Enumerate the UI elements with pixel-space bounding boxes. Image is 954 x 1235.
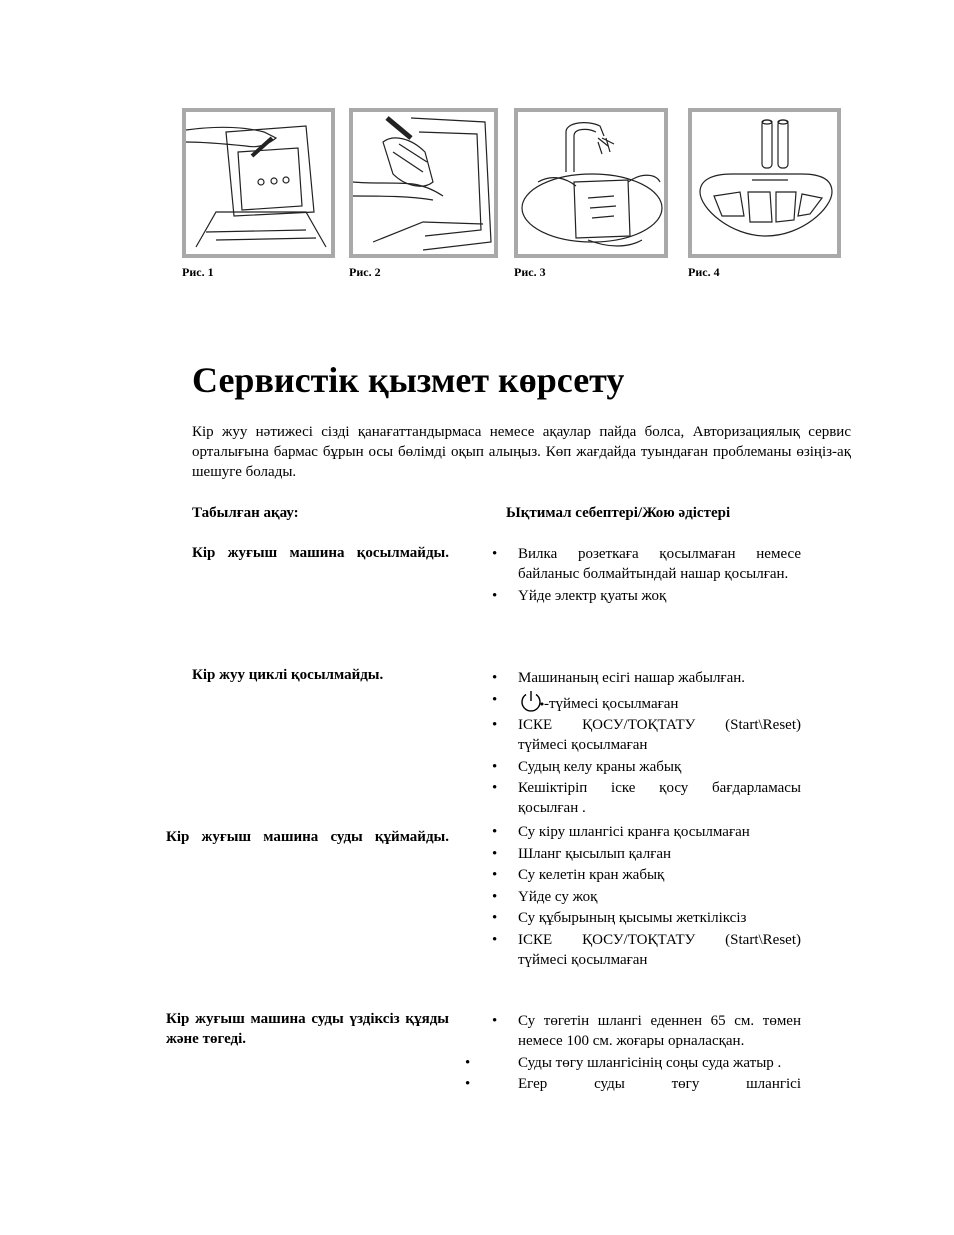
washing-drawer-under-tap-drawing [518,112,664,254]
page-title: Сервистік қызмет көрсету [192,360,625,400]
list-item: • Кешіктіріп іске қосу бағдарламасы қосылған . [492,780,801,816]
bullet-icon: • [492,780,498,796]
list-item: • Судың келу краны жабық [492,758,682,775]
list-item: • Су кіру шлангісі кранға қосылмаған [492,824,750,840]
intro-paragraph: Кір жуу нәтижесі сізді қанағаттандырмаса немесе ақаулар пайда болса, Авторизациялық сервис орталығына бармас бұрын осы бөлімді оқып алыңыз. Көп жағдайда туындаған проблеманы өзіңіз-ақ шешуге болады. [192,424,851,480]
list-item: • Вилка розеткаға қосылмаған немесе байланыс болмайтындай нашар қосылған. [492,546,801,582]
causes-list-4 [465,1011,801,1096]
bullet-icon: • [492,888,498,905]
list-item: • Суды төгу шлангісінің соңы суда жатыр . [465,1054,782,1071]
list-item: • Үйде электр қуаты жоқ [492,587,667,604]
causes-list-3 [477,822,801,971]
list-item: • Үйде су жоқ [492,888,598,905]
figure-4 [688,108,841,258]
bullet-icon: • [492,717,498,733]
power-icon [518,690,544,712]
list-item: • Машинаның есігі нашар жабылған. [492,670,746,686]
bullet-icon: • [492,1013,498,1029]
problem-4: Кір жуғыш машина суды үздіксіз құяды және төгеді. [166,1011,449,1047]
problem-3: Кір жуғыш машина суды құймайды. [166,829,449,845]
bullet-icon: • [492,691,498,708]
list-item: • Шланг қысылып қалған [492,845,672,862]
list-item: • Су құбырының қысымы жеткіліксіз [492,910,747,926]
bullet-icon: • [492,910,498,926]
bullet-icon: • [492,546,498,562]
bullet-icon: • [492,758,498,775]
problem-2: Кір жуу циклі қосылмайды. [192,667,384,683]
drawer-siphon-drawing [692,112,837,254]
problem-1: Кір жуғыш машина қосылмайды. [192,545,449,561]
figure-1 [182,108,335,258]
causes-list-2 [477,668,801,820]
bullet-icon: • [492,845,498,862]
problem-column-header: Табылған ақау: [192,505,299,521]
figure-3-label: Рис. 3 [514,265,546,279]
figure-2-label: Рис. 2 [349,265,381,279]
bullet-icon: • [492,867,498,883]
list-item: • Су келетін кран жабық [492,867,665,883]
list-item: • ІСКЕ ҚОСУ/ТОҚТАТУ (Start\Reset) түймесі қосылмаған [492,931,801,968]
bullet-icon: • [465,1076,471,1092]
figure-3 [514,108,668,258]
causes-list-1 [477,544,801,607]
figure-2 [349,108,498,258]
figure-4-label: Рис. 4 [688,265,720,279]
list-item: • Су төгетін шлангі еденнен 65 см. төмен немесе 100 см. жоғары орналасқан. [492,1013,801,1049]
bullet-icon: • [492,824,498,840]
hand-opening-dispenser-drawing [186,112,331,254]
bullet-icon: • [492,931,498,948]
bullet-icon: • [492,587,498,604]
bullet-icon: • [492,670,498,686]
causes-column-header: Ықтимал себептері/Жою әдістері [506,505,731,521]
list-item: • ІСКЕ ҚОСУ/ТОҚТАТУ (Start\Reset) түймесі қосылмаған [492,717,801,753]
removing-drawer-drawing [353,112,494,254]
bullet-icon: • [465,1054,471,1071]
list-item: • Егер суды төгу шлангісі [465,1076,801,1092]
figure-1-label: Рис. 1 [182,265,214,279]
list-item: • -түймесі қосылмаған [492,691,679,712]
